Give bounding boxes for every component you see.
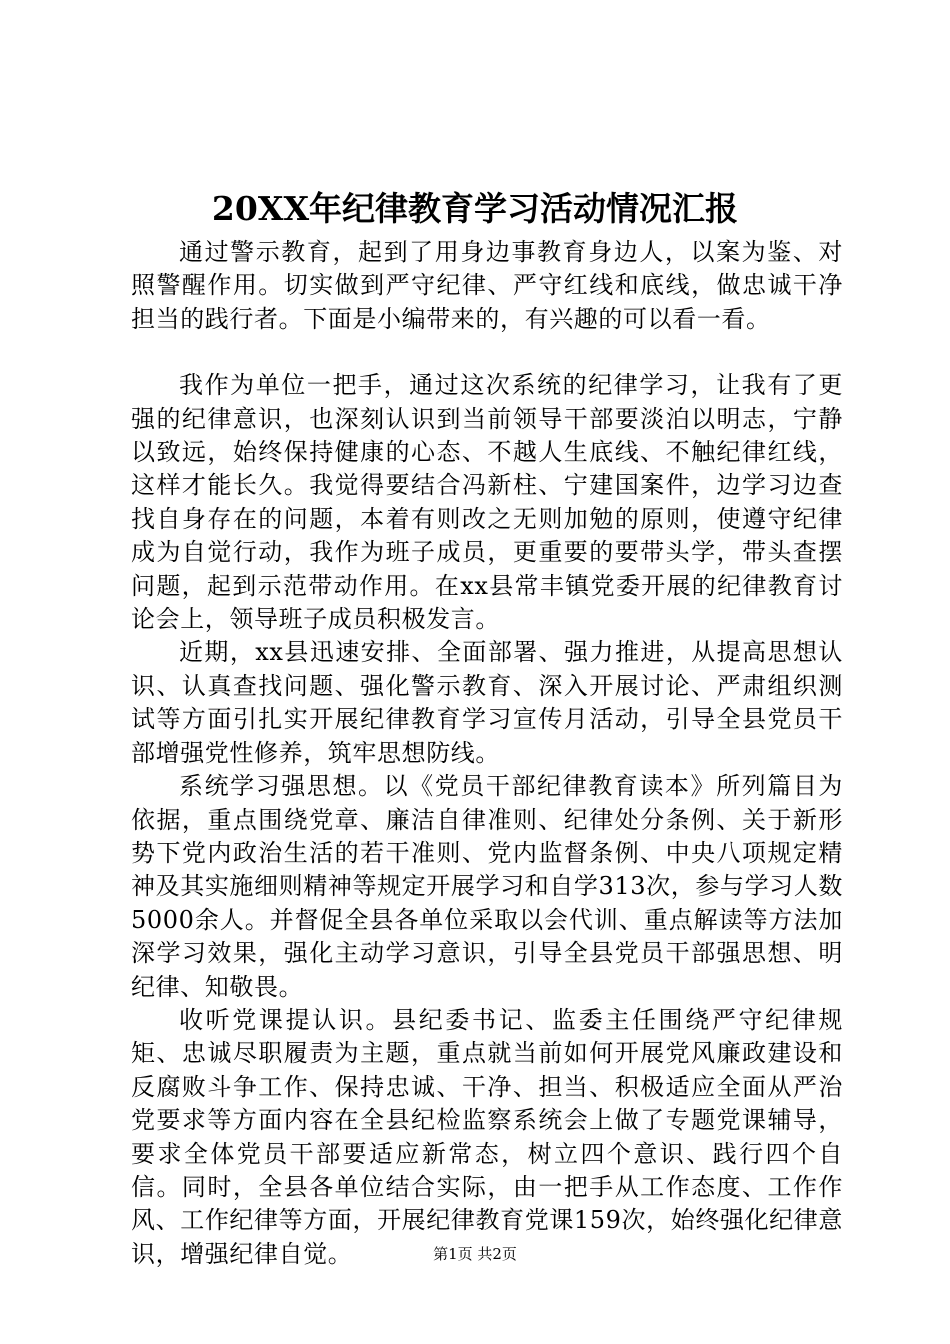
- page-footer: 第1页 共2页: [433, 1245, 517, 1263]
- body-paragraph: 近期，xx县迅速安排、全面部署、强力推进，从提高思想认识、认真查找问题、强化警示教育、深入开展讨论、严肃组织测试等方面引扎实开展纪律教育学习宣传月活动，引导全县党员干部增强党性修养，筑牢思想防线。: [131, 638, 843, 767]
- body-paragraph: 我作为单位一把手，通过这次系统的纪律学习，让我有了更强的纪律意识，也深刻认识到当前领导干部要淡泊以明志，宁静以致远，始终保持健康的心态、不越人生底线、不触纪律红线，这样才能长久。我觉得要结合冯新柱、宁建国案件，边学习边查找自身存在的问题，本着有则改之无则加勉的原则，使遵守纪律成为自觉行动，我作为班子成员，更重要的要带头学，带头查摆问题，起到示范带动作用。在xx县常丰镇党委开展的纪律教育讨论会上，领导班子成员积极发言。: [131, 371, 843, 634]
- document-body: [131, 236, 843, 1271]
- intro-paragraph: 通过警示教育，起到了用身边事教育身边人，以案为鉴、对照警醒作用。切实做到严守纪律、严守红线和底线，做忠诚干净担当的践行者。下面是小编带来的，有兴趣的可以看一看。: [131, 238, 843, 333]
- body-paragraph: 系统学习强思想。以《党员干部纪律教育读本》所列篇目为依据，重点围绕党章、廉洁自律准则、纪律处分条例、关于新形势下党内政治生活的若干准则、党内监督条例、中央八项规定精神及其实施细则精神等规定开展学习和自学313次，参与学习人数5000余人。并督促全县各单位采取以会代训、重点解读等方法加深学习效果，强化主动学习意识，引导全县党员干部强思想、明纪律、知敬畏。: [131, 772, 843, 1001]
- document-title: 20XX年纪律教育学习活动情况汇报: [211, 189, 739, 228]
- body-paragraph: 收听党课提认识。县纪委书记、监委主任围绕严守纪律规矩、忠诚尽职履责为主题，重点就当前如何开展党风廉政建设和反腐败斗争工作、保持忠诚、干净、担当、积极适应全面从严治党要求等方面内容在全县纪检监察系统会上做了专题党课辅导，要求全体党员干部要适应新常态，树立四个意识、践行四个自信。同时，全县各单位结合实际，由一把手从工作态度、工作作风、工作纪律等方面，开展纪律教育党课159次，始终强化纪律意识，增强纪律自觉。: [131, 1005, 843, 1268]
